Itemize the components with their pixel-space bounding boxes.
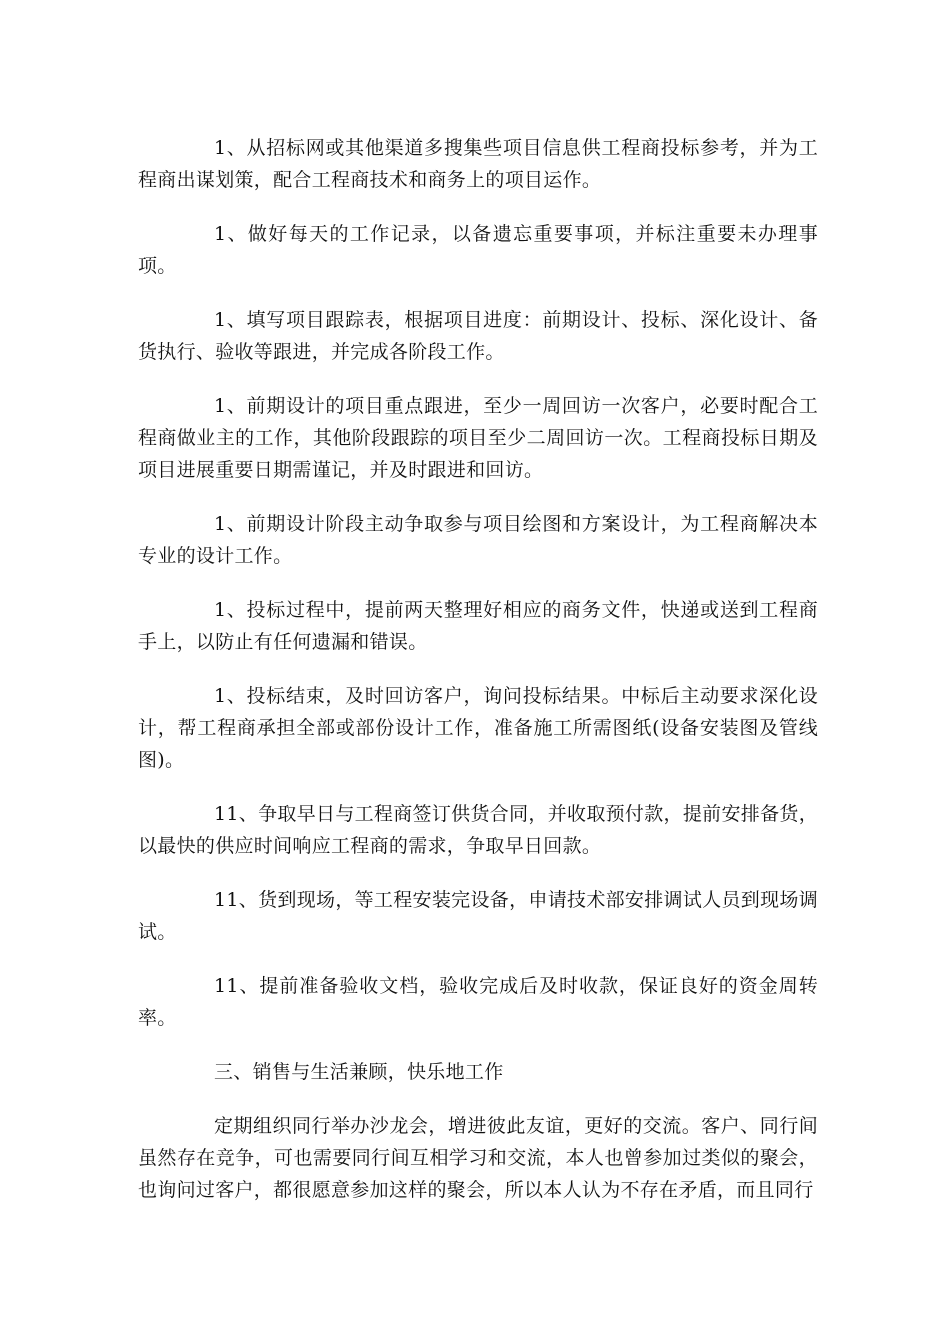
paragraph-10: 11、提前准备验收文档，验收完成后及时收款，保证良好的资金周转率。 xyxy=(138,975,818,1029)
paragraph-3: 1、填写项目跟踪表，根据项目进度：前期设计、投标、深化设计、备货执行、验收等跟进，并完成各阶段工作。 xyxy=(138,309,818,363)
paragraph-7: 1、投标结束，及时回访客户，询问投标结果。中标后主动要求深化设计，帮工程商承担全部或部份设计工作，准备施工所需图纸(设备安装图及管线图)。 xyxy=(138,685,818,771)
paragraph-9: 11、货到现场，等工程安装完设备，申请技术部安排调试人员到现场调试。 xyxy=(138,889,818,943)
paragraph-12: 定期组织同行举办沙龙会，增进彼此友谊，更好的交流。客户、同行间虽然存在竞争，可也需要同行间互相学习和交流，本人也曾参加过类似的聚会，也询问过客户，都很愿意参加这样的聚会，所以本人认为不存在矛盾，而且同行 xyxy=(138,1115,818,1201)
section-heading: 三、销售与生活兼顾，快乐地工作 xyxy=(214,1061,504,1083)
paragraph-6: 1、投标过程中，提前两天整理好相应的商务文件，快递或送到工程商手上，以防止有任何遗漏和错误。 xyxy=(138,599,818,653)
paragraph-1: 1、从招标网或其他渠道多搜集些项目信息供工程商投标参考，并为工程商出谋划策，配合工程商技术和商务上的项目运作。 xyxy=(138,137,818,191)
paragraph-8: 11、争取早日与工程商签订供货合同，并收取预付款，提前安排备货，以最快的供应时间响应工程商的需求，争取早日回款。 xyxy=(138,803,818,857)
paragraph-4: 1、前期设计的项目重点跟进，至少一周回访一次客户，必要时配合工程商做业主的工作，其他阶段跟踪的项目至少二周回访一次。工程商投标日期及项目进展重要日期需谨记，并及时跟进和回访。 xyxy=(138,395,818,481)
paragraph-5: 1、前期设计阶段主动争取参与项目绘图和方案设计，为工程商解决本专业的设计工作。 xyxy=(138,513,818,567)
document-body xyxy=(138,132,818,1228)
paragraph-2: 1、做好每天的工作记录，以备遗忘重要事项，并标注重要未办理事项。 xyxy=(138,223,818,277)
